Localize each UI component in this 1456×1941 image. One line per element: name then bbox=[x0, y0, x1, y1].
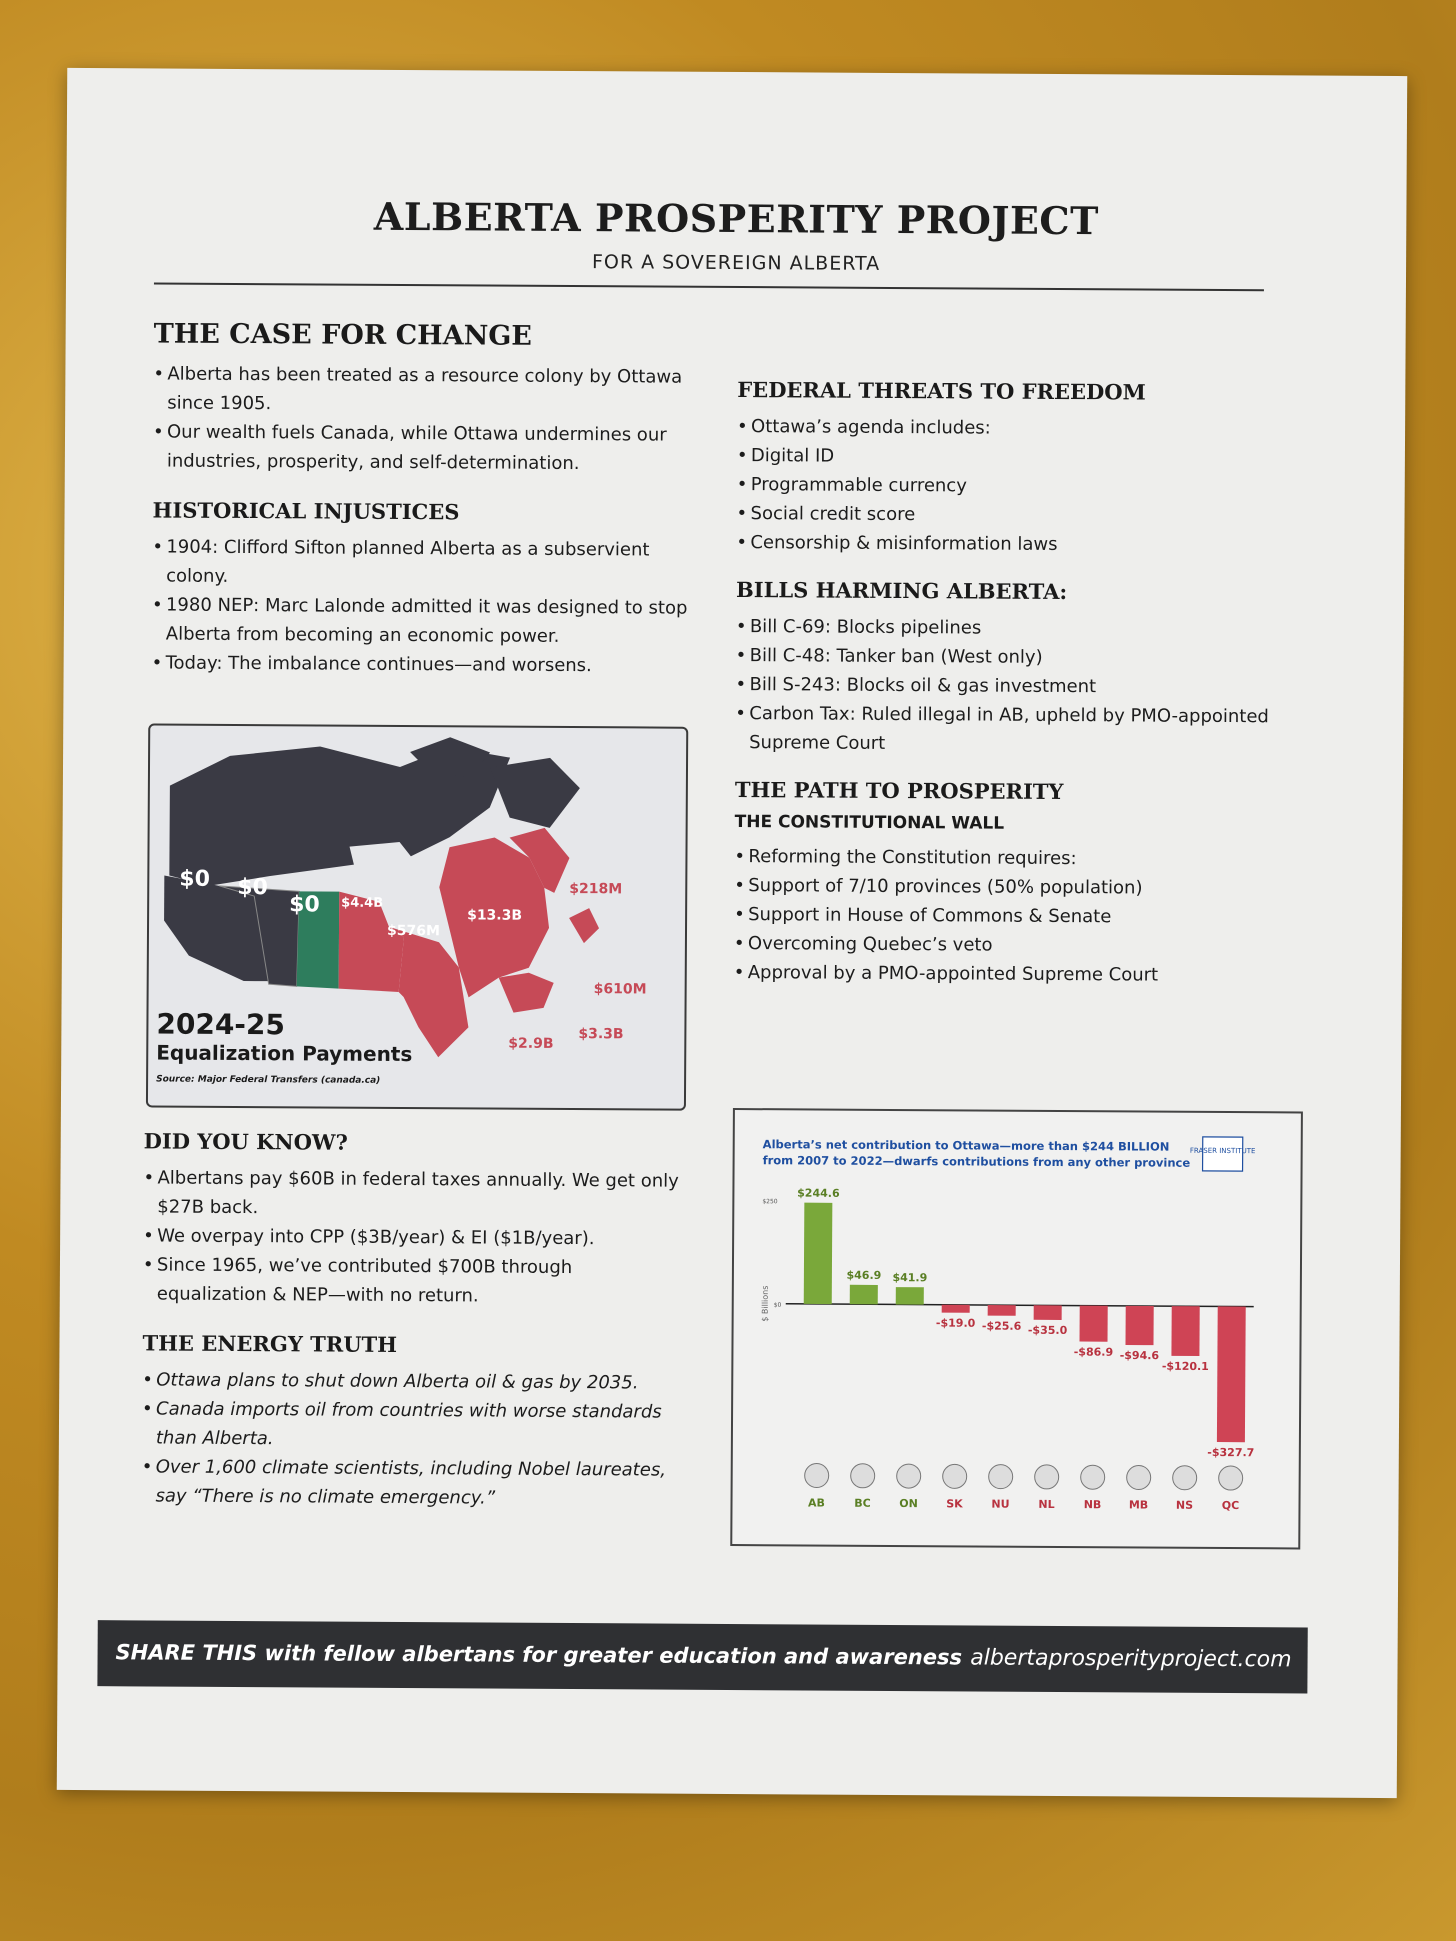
list-item: • We overpay into CPP ($3B/year) & EI ($1B/year). bbox=[143, 1221, 683, 1253]
y-axis-label: $ Billions bbox=[760, 1285, 770, 1322]
list-item: • Albertans pay $60B in federal taxes annually. We get only $27B back. bbox=[143, 1163, 683, 1224]
left-column-top bbox=[152, 318, 694, 680]
list-item: • Since 1965, we’ve contributed $700B through equalization & NEP—with no return. bbox=[143, 1250, 683, 1311]
maritimes-shape bbox=[499, 973, 554, 1013]
list-item: • Bill S-243: Blocks oil & gas investment bbox=[735, 670, 1295, 702]
list-item: • Carbon Tax: Ruled illegal in AB, upheld by PMO-appointed Supreme Court bbox=[735, 699, 1295, 760]
list-item: • 1980 NEP: Marc Lalonde admitted it was designed to stop Alberta from becoming an economic power. bbox=[152, 590, 692, 651]
category-label: NL bbox=[1038, 1497, 1055, 1511]
share-footer-banner bbox=[97, 1620, 1307, 1693]
bills-heading: BILLS HARMING ALBERTA: bbox=[736, 577, 1068, 605]
nb-value-label: $2.9B bbox=[508, 1035, 554, 1052]
category-label: NS bbox=[1175, 1498, 1194, 1512]
manitoba-value-label: $4.4B bbox=[341, 895, 384, 911]
left-column-bottom bbox=[141, 1128, 683, 1513]
federal-threats-heading: FEDERAL THREATS TO FREEDOM bbox=[737, 377, 1146, 405]
chart-svg bbox=[732, 1110, 1301, 1547]
list-item: • Reforming the Constitution requires: bbox=[734, 842, 1294, 874]
bills-list bbox=[735, 612, 1296, 760]
bar-value-label: -$35.0 bbox=[1027, 1323, 1068, 1337]
bar-value-label: -$327.7 bbox=[1207, 1445, 1255, 1460]
list-item: • Approval by a PMO-appointed Supreme Court bbox=[734, 958, 1294, 990]
bar-qc bbox=[1217, 1306, 1246, 1442]
sask-value-label: $0 bbox=[289, 892, 320, 918]
case-for-change-list bbox=[153, 359, 694, 478]
newfoundland-shape bbox=[569, 908, 599, 943]
category-label: MB bbox=[1128, 1498, 1149, 1512]
bar-value-label: -$94.6 bbox=[1119, 1348, 1160, 1363]
alberta-value-label: $0 bbox=[237, 874, 268, 901]
chart-title-line-1: Alberta’s net contribution to Ottawa—more than $244 BILLION bbox=[762, 1137, 1170, 1154]
category-label: BC bbox=[854, 1496, 871, 1510]
bar-value-label: $41.9 bbox=[892, 1271, 928, 1285]
bar-value-label: $244.6 bbox=[797, 1186, 840, 1200]
historical-list bbox=[152, 532, 693, 680]
province-flag-icon bbox=[1081, 1465, 1105, 1489]
list-item: • Ottawa plans to shut down Alberta oil & gas by 2035. bbox=[142, 1365, 682, 1397]
list-item: • Canada imports oil from countries with worse standards than Alberta. bbox=[142, 1394, 682, 1455]
bar-value-label: -$120.1 bbox=[1161, 1359, 1209, 1374]
bc-value-label: $0 bbox=[179, 866, 211, 892]
energy-truth-heading: THE ENERGY TRUTH bbox=[142, 1330, 398, 1357]
list-item: • Bill C-48: Tanker ban (West only) bbox=[736, 641, 1296, 673]
y-tick-label: $250 bbox=[762, 1198, 778, 1206]
bar-value-label: -$25.6 bbox=[981, 1319, 1022, 1333]
list-item: • Programmable currency bbox=[737, 470, 1297, 502]
bar-mb bbox=[1125, 1306, 1153, 1345]
y-tick-label: $0 bbox=[773, 1301, 782, 1309]
federal-threats-list bbox=[736, 412, 1297, 560]
bar-value-label: $46.9 bbox=[846, 1268, 882, 1282]
bar-nu bbox=[988, 1305, 1016, 1316]
case-for-change-heading: THE CASE FOR CHANGE bbox=[153, 318, 533, 352]
list-item: • Today: The imbalance continues—and worsens. bbox=[152, 648, 692, 680]
category-label: NB bbox=[1083, 1498, 1102, 1512]
bar-on bbox=[896, 1287, 924, 1305]
list-item: • Alberta has been treated as a resource colony by Ottawa since 1905. bbox=[153, 359, 693, 420]
bar-sk bbox=[942, 1305, 970, 1313]
ontario-value-label: $576M bbox=[386, 922, 440, 940]
list-item: • Ottawa’s agenda includes: bbox=[737, 412, 1297, 444]
province-flag-icon bbox=[851, 1464, 875, 1488]
list-item: • Support in House of Commons & Senate bbox=[734, 900, 1294, 932]
did-you-know-heading: DID YOU KNOW? bbox=[143, 1128, 348, 1155]
baffin-island-shape bbox=[490, 758, 580, 829]
category-label: SK bbox=[946, 1497, 963, 1511]
labrador-value-label: $218M bbox=[569, 881, 623, 898]
energy-truth-list bbox=[141, 1365, 682, 1513]
flyer-page bbox=[57, 68, 1407, 1798]
bar-ns bbox=[1171, 1306, 1199, 1356]
contribution-chart bbox=[730, 1108, 1303, 1549]
page-subtitle: FOR A SOVEREIGN ALBERTA bbox=[591, 251, 881, 275]
path-list bbox=[734, 842, 1295, 990]
category-label: ON bbox=[899, 1497, 918, 1511]
province-flag-icon bbox=[805, 1463, 829, 1487]
list-item: • Support of 7/10 provinces (50% population) bbox=[734, 871, 1294, 903]
path-subheading: THE CONSTITUTIONAL WALL bbox=[734, 812, 1005, 834]
fraser-logo: FRASER INSTITUTE bbox=[1189, 1146, 1256, 1156]
pei-value-label: $610M bbox=[593, 981, 647, 998]
bar-value-label: -$86.9 bbox=[1073, 1345, 1114, 1359]
right-column bbox=[734, 377, 1298, 990]
list-item: • Overcoming Quebec’s veto bbox=[734, 929, 1294, 961]
list-item: • Over 1,600 climate scientists, including Nobel laureates, say “There is no climate emergency.” bbox=[141, 1452, 681, 1513]
page-title: ALBERTA PROSPERITY PROJECT bbox=[373, 193, 1100, 244]
province-flag-icon bbox=[943, 1464, 967, 1488]
bar-bc bbox=[850, 1285, 878, 1305]
category-label: NU bbox=[991, 1497, 1010, 1511]
share-message: SHARE THIS with fellow albertans for greater education and awareness bbox=[115, 1640, 963, 1670]
province-flag-icon bbox=[1219, 1466, 1243, 1490]
historical-heading: HISTORICAL INJUSTICES bbox=[152, 497, 460, 525]
bar-value-label: -$19.0 bbox=[935, 1316, 976, 1330]
province-flag-icon bbox=[989, 1465, 1013, 1489]
equalization-map bbox=[146, 723, 688, 1110]
chart-title-line-2: from 2007 to 2022—dwarfs contributions from any other province bbox=[762, 1153, 1191, 1170]
province-flag-icon bbox=[1127, 1465, 1151, 1489]
province-flag-icon bbox=[1173, 1466, 1197, 1490]
province-flag-icon bbox=[1035, 1465, 1059, 1489]
category-label: AB bbox=[808, 1496, 826, 1510]
quebec-value-label: $13.3B bbox=[467, 907, 523, 924]
bar-nl bbox=[1034, 1305, 1062, 1320]
list-item: • Bill C-69: Blocks pipelines bbox=[736, 612, 1296, 644]
list-item: • Digital ID bbox=[737, 441, 1297, 473]
map-title: Equalization Payments bbox=[156, 1040, 413, 1067]
province-flag-icon bbox=[897, 1464, 921, 1488]
map-year: 2024-25 bbox=[156, 1007, 286, 1042]
list-item: • Social credit score bbox=[736, 499, 1296, 531]
website-link[interactable]: albertaprosperityproject.com bbox=[970, 1645, 1292, 1673]
bar-ab bbox=[804, 1203, 833, 1304]
list-item: • Our wealth fuels Canada, while Ottawa undermines our industries, prosperity, and self-determination. bbox=[153, 417, 693, 478]
path-heading: THE PATH TO PROSPERITY bbox=[734, 777, 1064, 805]
ns-value-label: $3.3B bbox=[578, 1026, 624, 1043]
did-you-know-list bbox=[143, 1163, 684, 1311]
list-item: • 1904: Clifford Sifton planned Alberta as a subservient colony. bbox=[152, 532, 692, 593]
list-item: • Censorship & misinformation laws bbox=[736, 528, 1296, 560]
category-label: QC bbox=[1221, 1499, 1240, 1513]
header-divider bbox=[154, 282, 1264, 291]
bar-nb bbox=[1080, 1306, 1108, 1342]
map-source: Source: Major Federal Transfers (canada.ca) bbox=[156, 1074, 381, 1086]
canada-map-graphic bbox=[148, 725, 686, 1108]
